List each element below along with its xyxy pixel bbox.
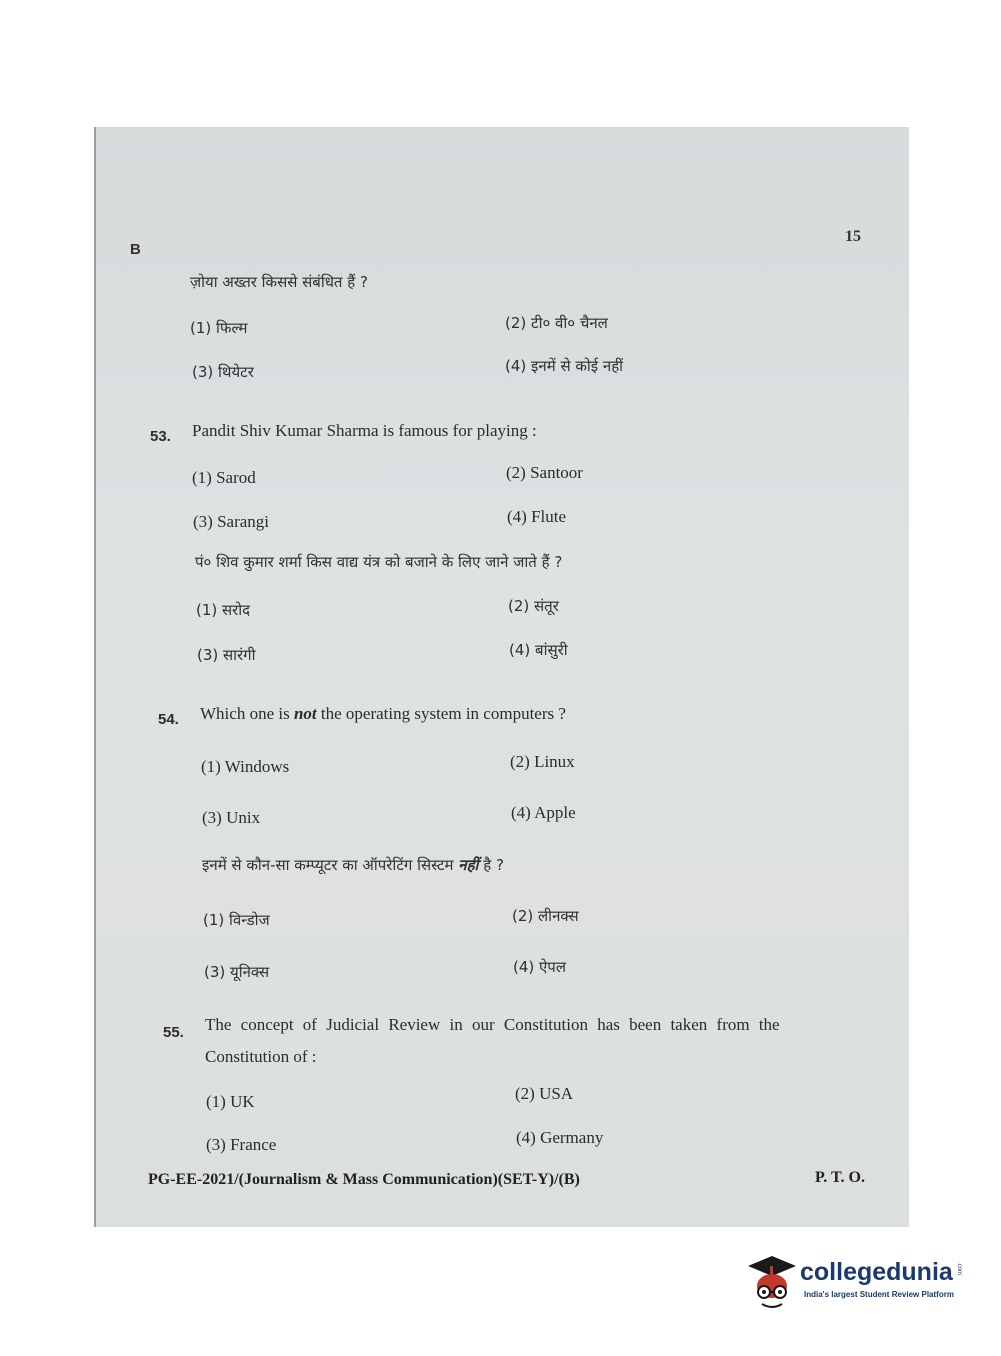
q54-option-2: (2) Linux xyxy=(510,752,575,771)
q54-stem-hindi: इनमें से कौन-सा कम्प्यूटर का ऑपरेटिंग सिस्टम नहीं है ? xyxy=(202,856,504,874)
q53-stem-hindi: पं० शिव कुमार शर्मा किस वाद्य यंत्र को बजाने के लिए जाने जाते हैं ? xyxy=(195,553,563,571)
q55-option-2: (2) USA xyxy=(515,1084,574,1103)
brand-name: collegedunia xyxy=(800,1258,953,1286)
q53-option-4-hindi: (4) बांसुरी xyxy=(509,641,568,659)
q53-option-1: (1) Sarod xyxy=(192,468,256,487)
q53-option-2-hindi: (2) संतूर xyxy=(508,597,559,615)
q55-option-3: (3) France xyxy=(206,1135,277,1154)
q53-option-2: (2) Santoor xyxy=(506,463,583,482)
q52-option-3: (3) थियेटर xyxy=(192,363,254,381)
q53-option-4: (4) Flute xyxy=(507,507,567,526)
brand-domain: .com xyxy=(956,1262,962,1276)
q54-option-3: (3) Unix xyxy=(202,808,261,827)
exam-code-footer: PG-EE-2021/(Journalism & Mass Communication)(SET-Y)/(B) xyxy=(148,1171,580,1188)
q55-stem-line-2: Constitution of : xyxy=(205,1047,317,1066)
graduate-mascot-icon xyxy=(744,1252,800,1314)
q55-option-1: (1) UK xyxy=(206,1092,255,1111)
q54-option-2-hindi: (2) लीनक्स xyxy=(512,907,579,925)
q53-option-1-hindi: (1) सरोद xyxy=(196,601,251,619)
q55-option-4: (4) Germany xyxy=(516,1128,604,1147)
q55-stem-line-1: The concept of Judicial Review in our Constitution has been taken from the xyxy=(205,1015,780,1034)
q52-option-1: (1) फिल्म xyxy=(190,319,248,337)
q55-number: 55. xyxy=(163,1024,184,1041)
q54-option-4-hindi: (4) ऐपल xyxy=(513,958,567,976)
q54-option-1-hindi: (1) विन्डोज xyxy=(203,911,270,929)
collegedunia-logo xyxy=(744,1252,969,1314)
q54-stem: Which one is not the operating system in computers ? xyxy=(200,704,566,723)
page-number: 15 xyxy=(845,228,861,245)
q54-number: 54. xyxy=(158,711,179,728)
q54-option-1: (1) Windows xyxy=(201,757,290,776)
q53-option-3: (3) Sarangi xyxy=(193,512,270,531)
pto-label: P. T. O. xyxy=(815,1169,865,1186)
q52-option-2: (2) टी० वी० चैनल xyxy=(505,314,608,332)
q53-option-3-hindi: (3) सारंगी xyxy=(197,646,256,664)
q52-option-4: (4) इनमें से कोई नहीं xyxy=(505,357,624,375)
q52-stem-hindi: ज़ोया अख्तर किससे संबंधित हैं ? xyxy=(190,273,368,291)
section-marker: B xyxy=(130,241,141,258)
q54-option-4: (4) Apple xyxy=(511,803,576,822)
q53-stem: Pandit Shiv Kumar Sharma is famous for playing : xyxy=(192,421,537,440)
brand-tagline: India's largest Student Review Platform xyxy=(804,1290,954,1299)
q54-option-3-hindi: (3) यूनिक्स xyxy=(204,963,270,981)
q53-number: 53. xyxy=(150,428,171,445)
